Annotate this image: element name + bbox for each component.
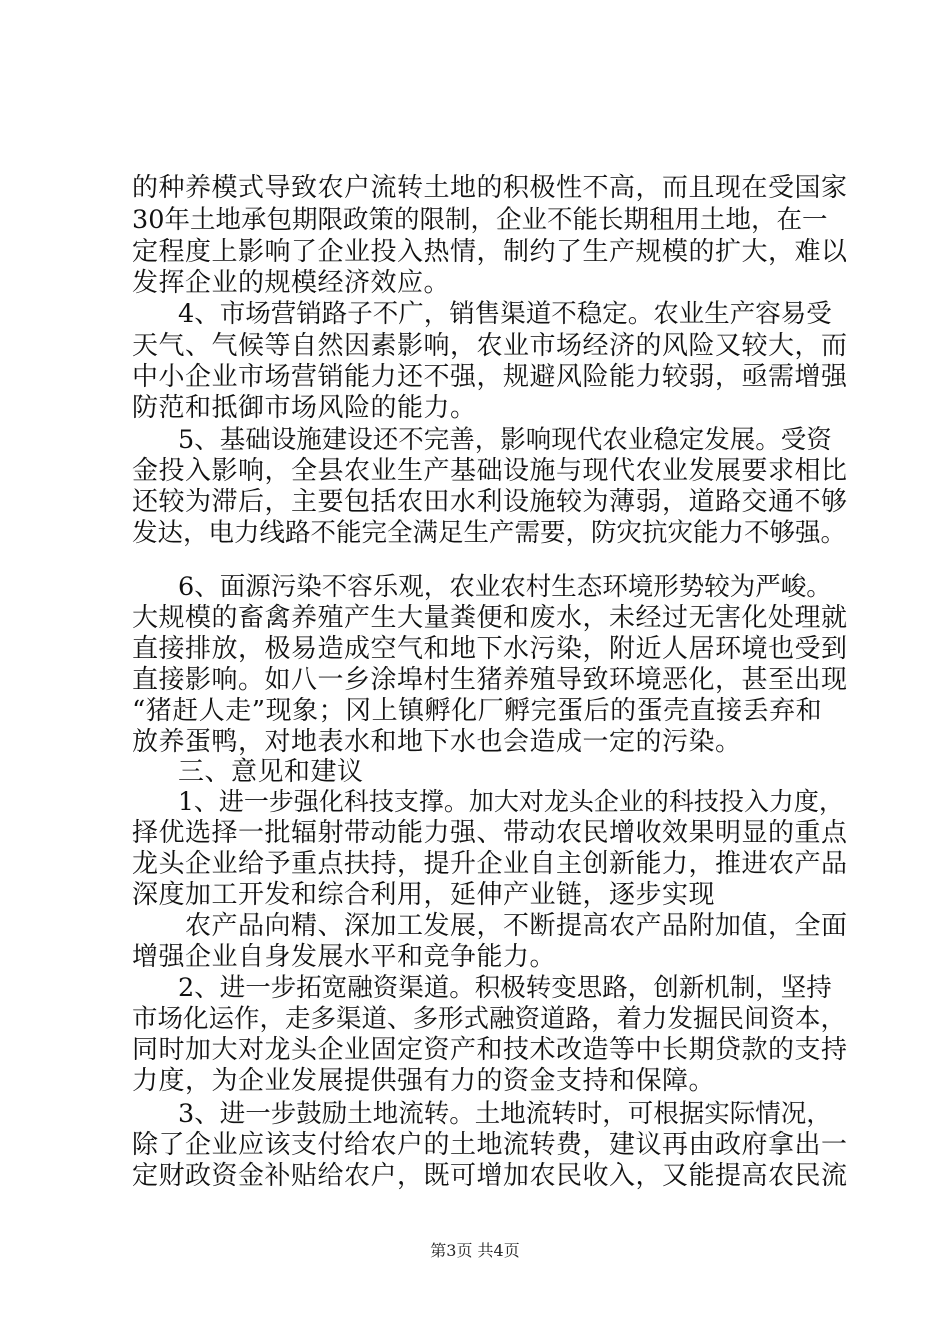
section-heading: 三、意见和建议: [178, 757, 364, 787]
body-text-line: 防范和抵御市场风险的能力。: [132, 393, 477, 423]
page-number-footer: 第3页 共4页: [430, 1241, 520, 1260]
body-text-line: 市场化运作，走多渠道、多形式融资道路，着力发掘民间资本，: [132, 1004, 847, 1034]
body-text-line: 发挥企业的规模经济效应。: [132, 268, 451, 298]
body-text-line: 深度加工开发和综合利用，延伸产业链，逐步实现: [132, 880, 716, 910]
paragraph-6-first-line: 6、面源污染不容乐观，农业农村生态环境形势较为严峻。: [178, 572, 832, 602]
body-text-line: 发达，电力线路不能完全满足生产需要，防灾抗灾能力不够强。: [132, 518, 847, 548]
body-text-line-indented: 农产品向精、深加工发展，不断提高农产品附加值，全面: [185, 911, 848, 941]
body-text-line: 还较为滞后，主要包括农田水利设施较为薄弱，道路交通不够: [132, 487, 848, 517]
body-text-line: 除了企业应该支付给农户的土地流转费，建议再由政府拿出一: [132, 1130, 848, 1160]
paragraph-5-first-line: 5、基础设施建设还不完善，影响现代农业稳定发展。受资: [178, 425, 832, 455]
body-text-line: 定财政资金补贴给农户，既可增加农民收入，又能提高农民流: [132, 1161, 848, 1191]
body-text-line: 直接排放，极易造成空气和地下水污染，附近人居环境也受到: [132, 634, 848, 664]
body-text-line: 定程度上影响了企业投入热情，制约了生产规模的扩大，难以: [132, 237, 848, 267]
suggestion-3-first-line: 3、进一步鼓励土地流转。土地流转时，可根据实际情况，: [178, 1099, 832, 1129]
body-text-line: “猪赶人走”现象；冈上镇孵化厂孵完蛋后的蛋壳直接丢弃和: [132, 696, 823, 726]
suggestion-2-first-line: 2、进一步拓宽融资渠道。积极转变思路，创新机制，坚持: [178, 973, 832, 1003]
body-text-line: 大规模的畜禽养殖产生大量粪便和废水，未经过无害化处理就: [132, 603, 848, 633]
body-text-line: 增强企业自身发展水平和竞争能力。: [132, 942, 557, 972]
body-text-line: 直接影响。如八一乡涂埠村生猪养殖导致环境恶化，甚至出现: [132, 665, 848, 695]
body-text-line: 的种养模式导致农户流转土地的积极性不高，而且现在受国家: [132, 173, 848, 203]
body-text-line: 中小企业市场营销能力还不强，规避风险能力较弱，亟需增强: [132, 362, 848, 392]
body-text-line: 择优选择一批辐射带动能力强、带动农民增收效果明显的重点: [132, 818, 848, 848]
body-text-line: 30年土地承包期限政策的限制，企业不能长期租用土地，在一: [132, 205, 828, 235]
body-text-line: 金投入影响，全县农业生产基础设施与现代农业发展要求相比: [132, 456, 848, 486]
body-text-line: 天气、气候等自然因素影响，农业市场经济的风险又较大，而: [132, 331, 848, 361]
body-text-line: 同时加大对龙头企业固定资产和技术改造等中长期贷款的支持: [132, 1035, 848, 1065]
body-text-line: 力度，为企业发展提供强有力的资金支持和保障。: [132, 1066, 716, 1096]
paragraph-4-first-line: 4、市场营销路子不广，销售渠道不稳定。农业生产容易受: [178, 299, 832, 329]
suggestion-1-first-line: 1、进一步强化科技支撑。加大对龙头企业的科技投入力度，: [178, 787, 844, 816]
body-text-line: 龙头企业给予重点扶持，提升企业自主创新能力，推进农产品: [132, 849, 848, 879]
body-text-line: 放养蛋鸭，对地表水和地下水也会造成一定的污染。: [132, 727, 742, 757]
